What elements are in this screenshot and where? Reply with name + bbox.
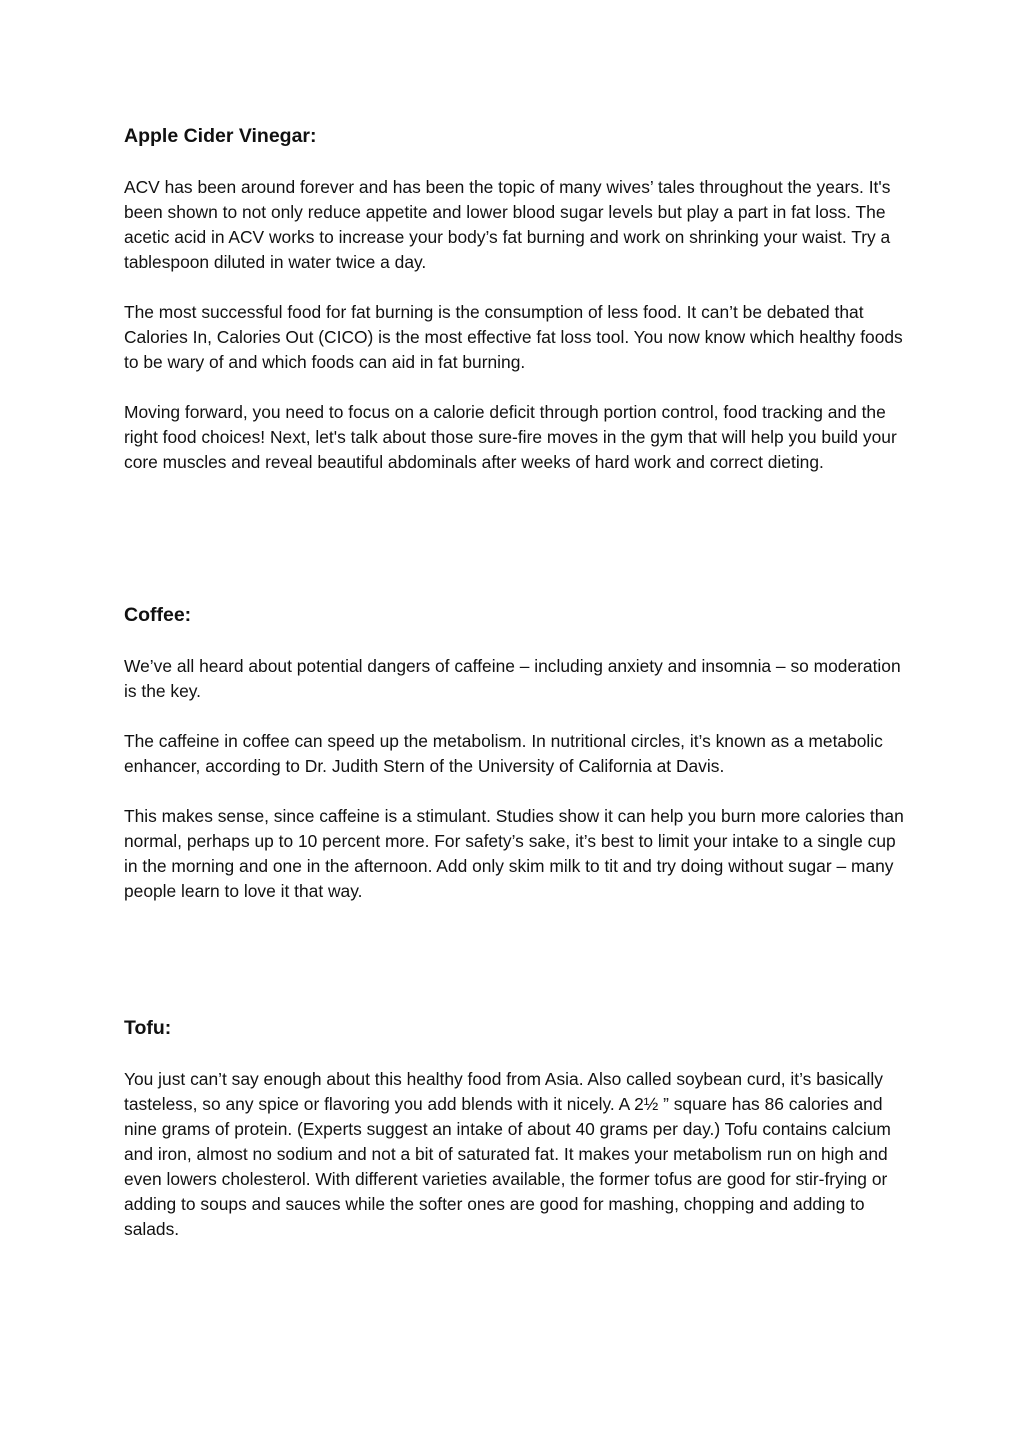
section-paragraph: We’ve all heard about potential dangers of caffeine – including anxiety and insomnia – so moderation is the key. [124,656,901,701]
section-paragraph: This makes sense, since caffeine is a stimulant. Studies show it can help you burn more calories than normal, perhaps up to 10 percent more. For safety’s sake, it’s best to limit your intake to a single cup in the morning and one in the afternoon. Add only skim milk to tit and try doing without sugar – many people learn to love it that way. [124,806,904,901]
section-tofu [124,1016,904,1242]
section-coffee [124,603,904,904]
section-paragraph: You just can’t say enough about this healthy food from Asia. Also called soybean curd, it’s basically tasteless, so any spice or flavoring you add blends with it nicely. A 2½ ” square has 86 calories and nine grams of protein. (Experts suggest an intake of about 40 grams per day.) Tofu contains calcium and iron, almost no sodium and not a bit of saturated fat. It makes your metabolism run on high and even lowers cholesterol. With different varieties available, the former tofus are good for stir-frying or adding to soups and sauces while the softer ones are good for mashing, chopping and adding to salads. [124,1069,891,1239]
section-paragraph: Moving forward, you need to focus on a calorie deficit through portion control, food tracking and the right food choices! Next, let's talk about those sure-fire moves in the gym that will help you build your core muscles and reveal beautiful abdominals after weeks of hard work and correct dieting. [124,402,897,472]
section-heading: Tofu: [124,1017,172,1039]
section-paragraph: The most successful food for fat burning is the consumption of less food. It can’t be debated that Calories In, Calories Out (CICO) is the most effective fat loss tool. You now know which healthy foods to be wary of and which foods can aid in fat burning. [124,302,903,372]
section-apple-cider-vinegar [124,124,904,475]
section-heading: Apple Cider Vinegar: [124,125,317,147]
section-heading: Coffee: [124,604,192,626]
section-paragraph: The caffeine in coffee can speed up the metabolism. In nutritional circles, it’s known as a metabolic enhancer, according to Dr. Judith Stern of the University of California at Davis. [124,731,883,776]
section-paragraph: ACV has been around forever and has been the topic of many wives’ tales throughout the years. It's been shown to not only reduce appetite and lower blood sugar levels but play a part in fat loss. The acetic acid in ACV works to increase your body’s fat burning and work on shrinking your waist. Try a tablespoon diluted in water twice a day. [124,177,891,272]
